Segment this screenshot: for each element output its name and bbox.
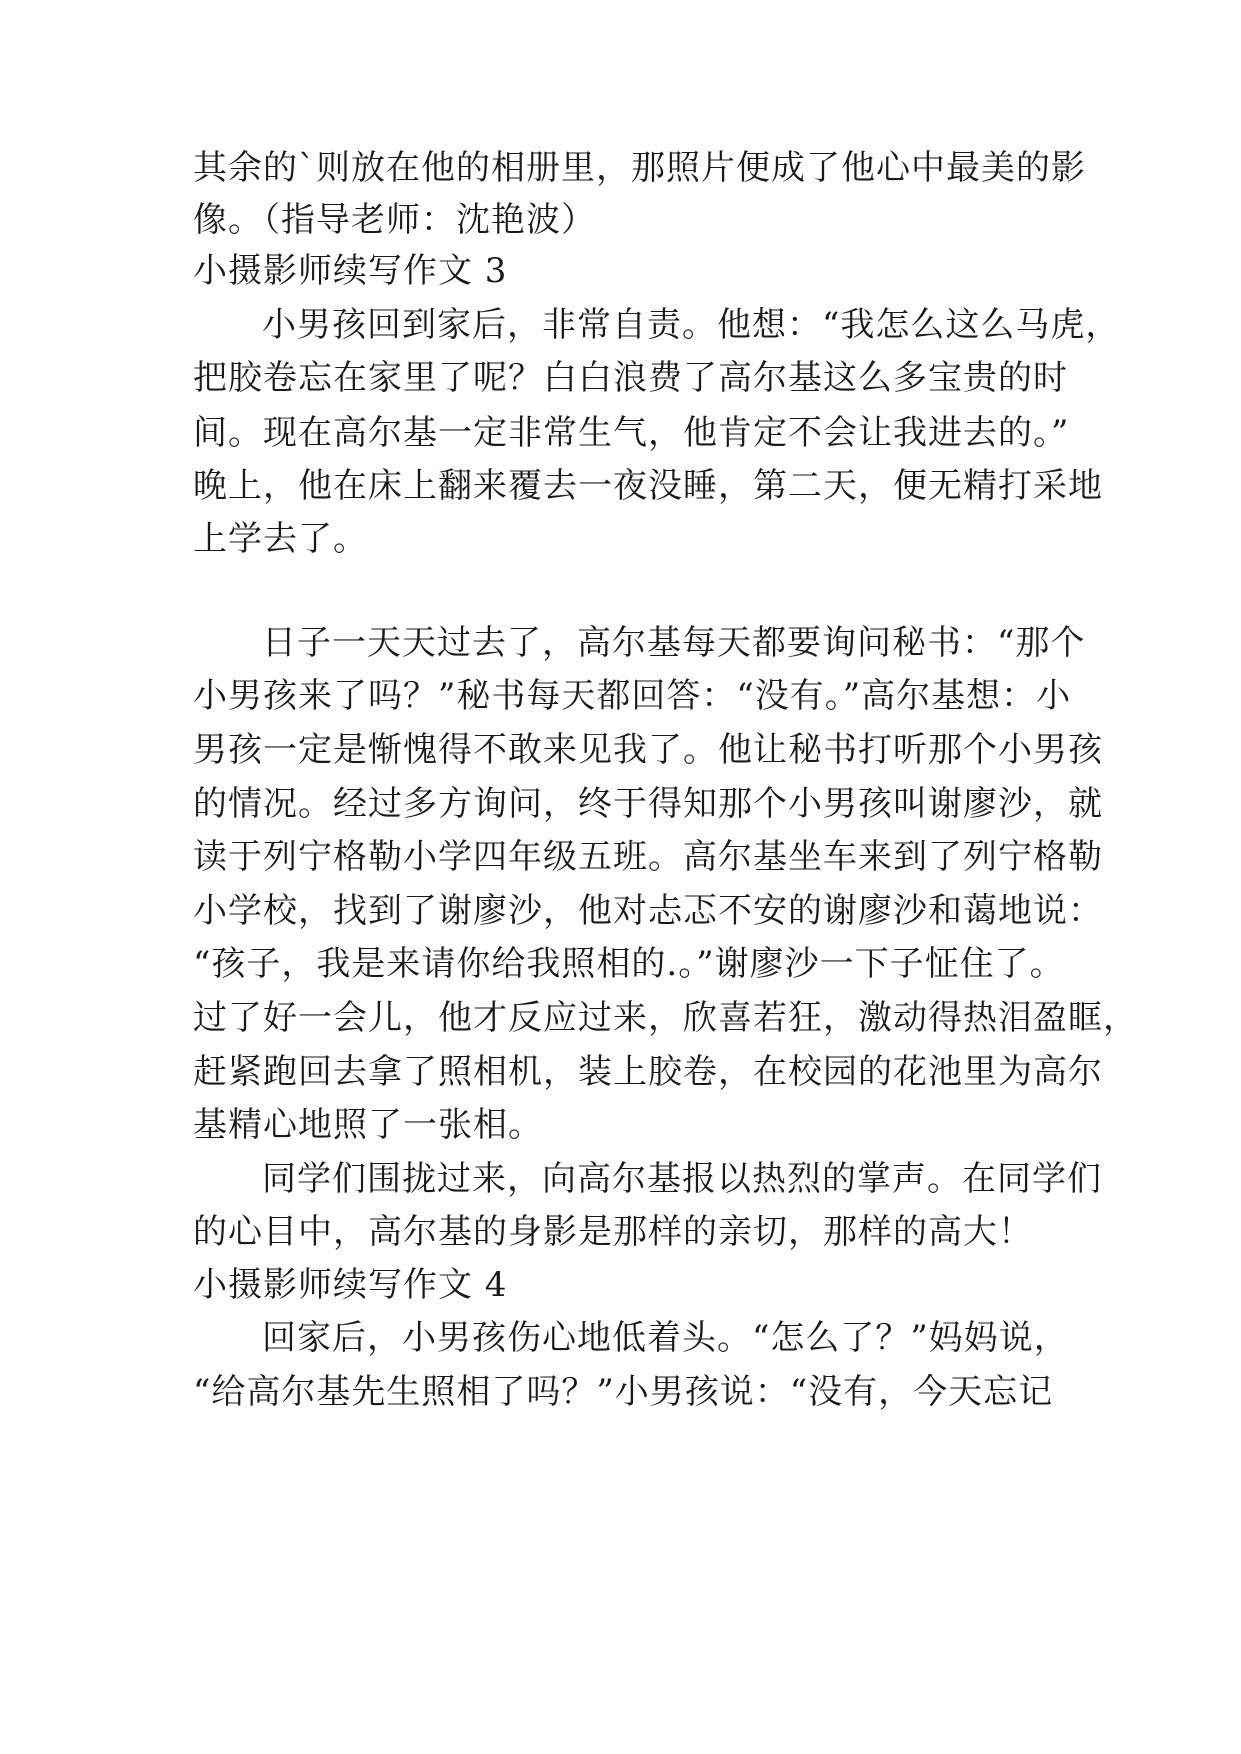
text-line: “孩子，我是来请你给我照相的.。”谢廖沙一下子怔住了。 [193, 944, 1065, 984]
text-line: 男孩一定是惭愧得不敢来见我了。他让秘书打听那个小男孩 [193, 730, 1103, 770]
text-line: 的心目中，高尔基的身影是那样的亲切，那样的高大！ [193, 1212, 1033, 1252]
text-line: 小学校，找到了谢廖沙，他对忐忑不安的谢廖沙和蔼地说： [193, 891, 1103, 931]
section-heading-4: 小摄影师续写作文 4 [193, 1265, 508, 1305]
text-line: 日子一天天过去了，高尔基每天都要询问秘书：“那个 [262, 623, 1086, 663]
text-line: 的情况。经过多方询问，终于得知那个小男孩叫谢廖沙，就 [193, 784, 1103, 824]
text-line: 晚上，他在床上翻来覆去一夜没睡，第二天，便无精打采地 [193, 466, 1103, 506]
text-line: 基精心地照了一张相。 [193, 1105, 543, 1145]
text-line: 读于列宁格勒小学四年级五班。高尔基坐车来到了列宁格勒 [193, 837, 1103, 877]
text-line: 过了好一会儿，他才反应过来，欣喜若狂，激动得热泪盈眶， [193, 998, 1138, 1038]
text-line: 赶紧跑回去拿了照相机，装上胶卷，在校园的花池里为高尔 [193, 1052, 1103, 1092]
text-line: 小男孩来了吗？”秘书每天都回答：“没有。”高尔基想：小 [193, 676, 1072, 716]
section-heading-3: 小摄影师续写作文 3 [193, 251, 508, 291]
text-line: “给高尔基先生照相了吗？”小男孩说：“没有，今天忘记 [193, 1372, 1054, 1412]
text-line: 间。现在高尔基一定非常生气，他肯定不会让我进去的。” [193, 413, 1070, 453]
text-line: 把胶卷忘在家里了呢？白白浪费了高尔基这么多宝贵的时 [193, 358, 1068, 398]
text-line: 上学去了。 [193, 519, 368, 559]
text-line: 同学们围拢过来，向高尔基报以热烈的掌声。在同学们 [262, 1159, 1102, 1199]
text-line: 小男孩回到家后，非常自责。他想：“我怎么这么马虎， [262, 305, 1121, 345]
text-line: 其余的`则放在他的相册里，那照片便成了他心中最美的影 [193, 148, 1086, 188]
text-line: 回家后，小男孩伤心地低着头。“怎么了？”妈妈说， [262, 1318, 1069, 1358]
text-line: 像。（指导老师：沈艳波） [193, 200, 596, 240]
